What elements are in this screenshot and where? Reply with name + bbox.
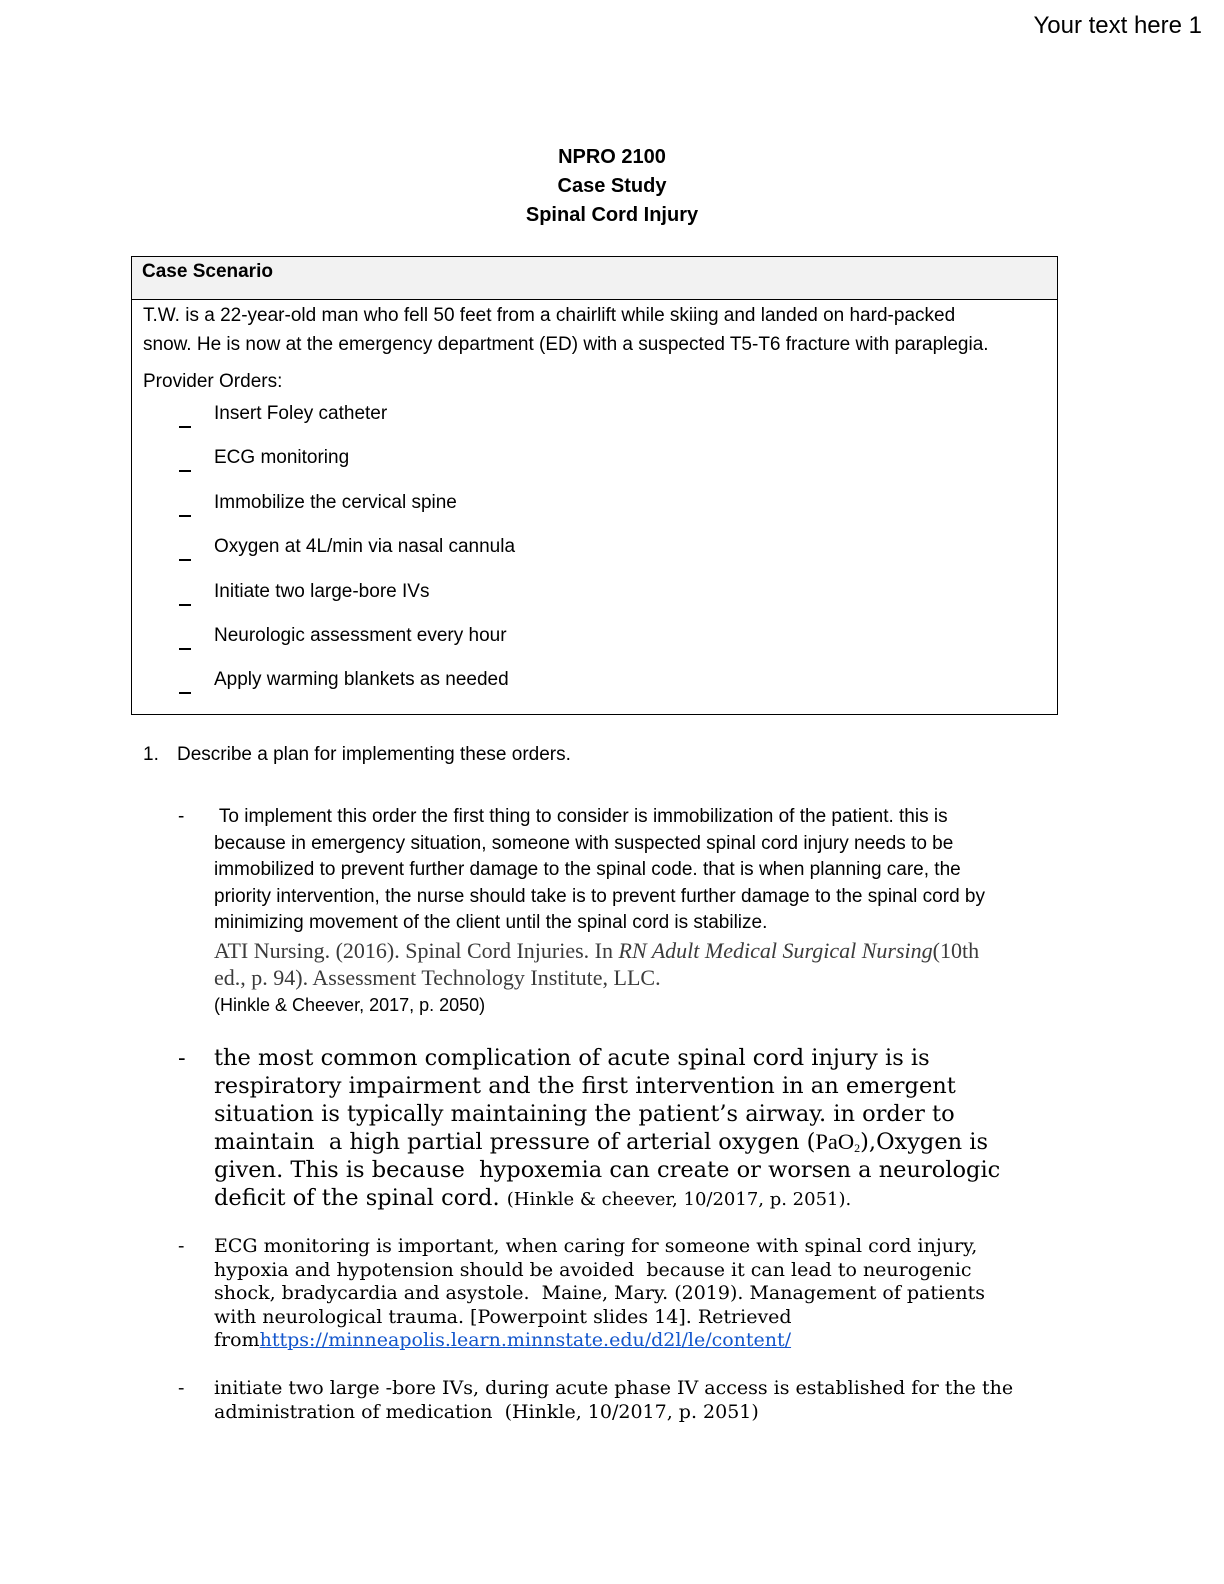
answer-iv-access [178, 1377, 1058, 1424]
order-checkbox-blank [179, 448, 191, 472]
list-bullet: - [178, 1235, 185, 1257]
answer-line: the most common complication of acute spinal cord injury is is [214, 1045, 930, 1071]
order-text: Neurologic assessment every hour [214, 624, 507, 646]
answer-line: with neurological trauma. [Powerpoint slides 14]. Retrieved [214, 1305, 792, 1328]
order-checkbox-blank [179, 404, 191, 428]
pao2-text: PaO [815, 1129, 855, 1154]
case-scenario-text [132, 300, 1057, 359]
reference-link[interactable]: https://minneapolis.learn.minnstate.edu/d2l/le/content/ [259, 1329, 792, 1351]
page-header-text: Your text here 1 [1033, 12, 1202, 39]
answer-oxygen [178, 1044, 1058, 1214]
document-type: Case Study [557, 175, 667, 197]
answer-line: immobilized to prevent further damage to the spinal code. that is when planning care, the [214, 859, 961, 880]
question-number: 1. [143, 744, 159, 765]
answer-line: ECG monitoring is important, when caring for someone with spinal cord injury, [214, 1235, 978, 1257]
answer-ecg [178, 1235, 1058, 1353]
order-item [132, 446, 1057, 490]
order-item [132, 491, 1057, 535]
order-text: Initiate two large-bore IVs [214, 580, 430, 602]
course-code: NPRO 2100 [558, 146, 666, 168]
answer-text: deficit of the spinal cord. [214, 1185, 507, 1211]
document-topic: Spinal Cord Injury [525, 204, 699, 226]
answer-text: maintain a high partial pressure of arterial oxygen ( [214, 1129, 816, 1155]
reference-text: (10th [932, 937, 980, 963]
order-checkbox-blank [179, 537, 191, 561]
answer-text: from [214, 1329, 260, 1351]
case-scenario-box [131, 256, 1058, 715]
pao2-subscript: 2 [854, 1141, 861, 1155]
answer-line: administration of medication (Hinkle, 10/2017, p. 2051) [214, 1400, 759, 1423]
answer-line: priority intervention, the nurse should take is to prevent further damage to the spinal cord by [214, 885, 985, 907]
answer-line [214, 1128, 1058, 1156]
answer-line [214, 1184, 1058, 1214]
reference-book-title: RN Adult Medical Surgical Nursing [618, 937, 933, 963]
list-bullet: - [178, 806, 185, 827]
answer-text: ),Oxygen is [860, 1129, 989, 1155]
answer-line: situation is typically maintaining the patient’s airway. in order to [214, 1101, 955, 1127]
scenario-line: T.W. is a 22-year-old man who fell 50 feet from a chairlift while skiing and landed on hard-packed [143, 305, 956, 326]
order-checkbox-blank [179, 670, 191, 694]
order-checkbox-blank [179, 493, 191, 517]
provider-orders-list [132, 402, 1057, 713]
citation: (Hinkle & Cheever, 2017, p. 2050) [214, 994, 486, 1015]
order-item [132, 535, 1057, 579]
answer-line: initiate two large -bore IVs, during acute phase IV access is established for the the [214, 1377, 1014, 1399]
pao2-term [815, 1129, 860, 1154]
citation: (Hinkle & cheever, 10/2017, p. 2051). [506, 1189, 852, 1210]
answer-immobilization [178, 804, 1058, 1019]
question-text: Describe a plan for implementing these orders. [177, 744, 571, 765]
order-text: Insert Foley catheter [214, 403, 388, 424]
order-item [132, 624, 1057, 668]
order-text: Apply warming blankets as needed [214, 669, 509, 691]
answer-line: minimizing movement of the client until the spinal cord is stabilize. [214, 912, 768, 933]
list-bullet: - [178, 1377, 185, 1399]
order-item [132, 580, 1057, 624]
order-text: ECG monitoring [214, 447, 350, 469]
scenario-line: snow. He is now at the emergency department (ED) with a suspected T5-T6 fracture with paraplegia. [143, 334, 989, 355]
answer-line: given. This is because hypoxemia can create or worsen a neurologic [214, 1157, 1001, 1183]
order-text: Immobilize the cervical spine [214, 491, 457, 513]
order-item [132, 668, 1057, 712]
question-1 [143, 743, 571, 767]
case-scenario-heading: Case Scenario [132, 257, 1057, 300]
ati-reference [214, 937, 1058, 991]
answer-line: hypoxia and hypotension should be avoided because it can lead to neurogenic [214, 1258, 972, 1281]
reference-text: ed., p. 94). Assessment Technology Institute, LLC. [214, 964, 661, 990]
document-title [0, 143, 1224, 230]
answer-line: shock, bradycardia and asystole. Maine, Mary. (2019). Management of patients [214, 1282, 985, 1304]
answer-line [214, 1329, 1058, 1353]
answer-line: To implement this order the first thing to consider is immobilization of the patient. this is [214, 806, 948, 827]
reference-text: ATI Nursing. (2016). Spinal Cord Injuries. In [214, 937, 619, 963]
order-item [132, 402, 1057, 446]
provider-orders-label: Provider Orders: [143, 371, 283, 392]
order-checkbox-blank [179, 582, 191, 606]
order-checkbox-blank [179, 626, 191, 650]
answer-line: respiratory impairment and the first intervention in an emergent [214, 1073, 956, 1099]
order-text: Oxygen at 4L/min via nasal cannula [214, 536, 516, 558]
answer-line: because in emergency situation, someone with suspected spinal cord injury needs to be [214, 832, 954, 854]
list-bullet: - [178, 1045, 186, 1071]
